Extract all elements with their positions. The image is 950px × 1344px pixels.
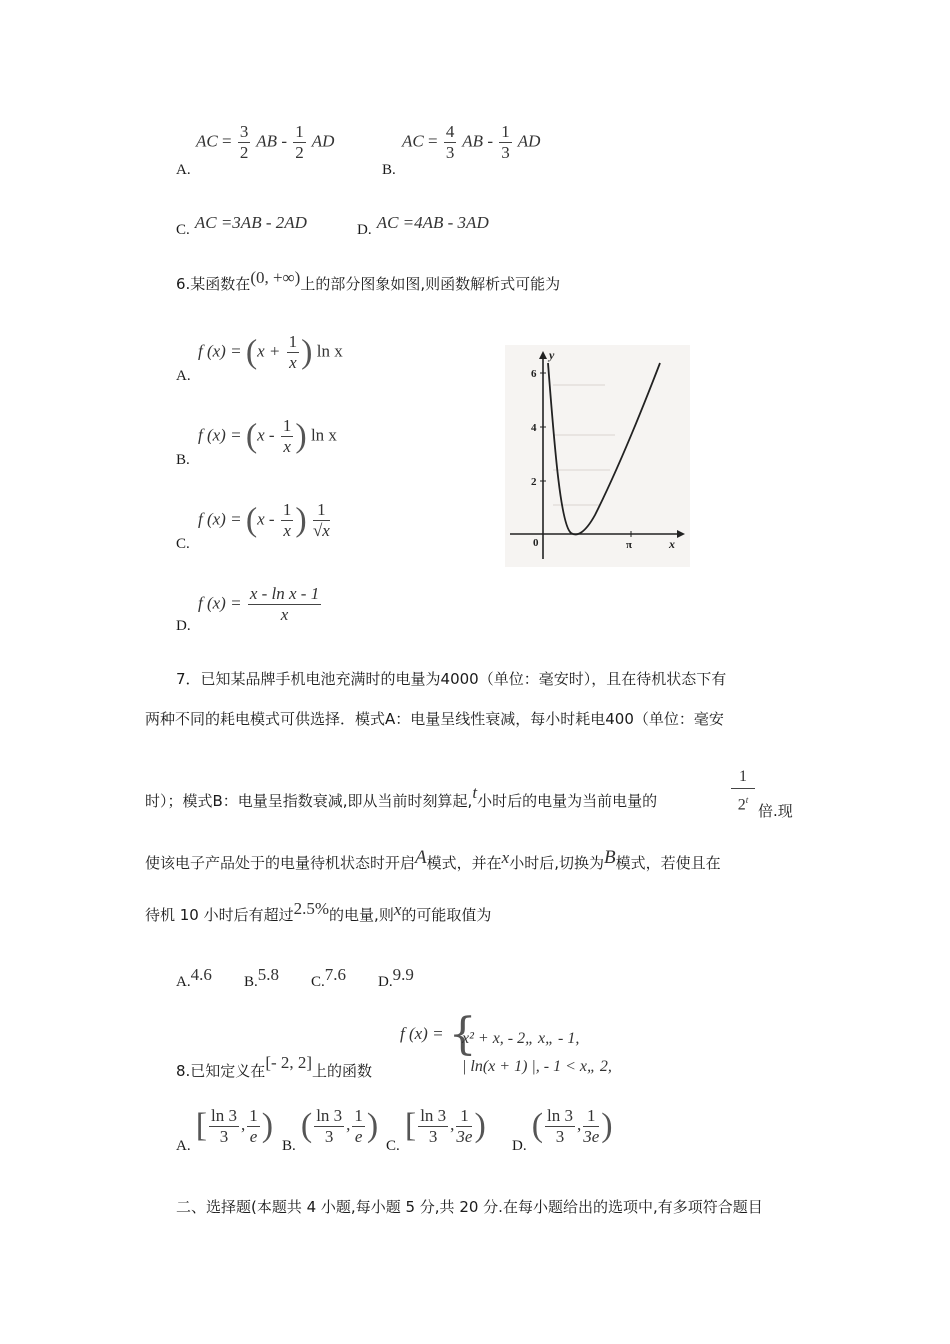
- fraction: $\frac{3}{2}$: [239, 122, 249, 162]
- fraction: $\frac{1}{x}$: [282, 416, 292, 456]
- q8-suffix: 上的函数: [312, 1062, 373, 1080]
- q8-option-c: [386, 1106, 486, 1155]
- q6-interval: (0, +∞): [250, 268, 301, 287]
- option-label: A.: [176, 974, 191, 990]
- option-label: A.: [176, 1138, 191, 1155]
- fraction: $\frac{\ln 3}{3}$: [420, 1106, 447, 1146]
- pi-label: π: [626, 539, 633, 551]
- q5-option-c: [176, 213, 307, 238]
- expr-tail: ln x: [310, 425, 337, 445]
- paren-close: ): [295, 417, 307, 455]
- q5-option-d: [357, 213, 489, 238]
- q5-d-expr: AC =4AB - 3AD: [376, 213, 489, 232]
- fraction: $\frac{1}{2}$: [295, 122, 304, 162]
- option-label: D.: [357, 222, 372, 238]
- q6-stem: [176, 268, 561, 294]
- q6-d-expr: [198, 584, 323, 625]
- q6-b-expr: [198, 416, 337, 457]
- var-x: x: [501, 848, 510, 867]
- fraction: $\frac{4}{3}$: [445, 122, 455, 162]
- option-label: D.: [512, 1138, 527, 1155]
- x-axis-label: x: [669, 537, 675, 551]
- q7-line4-c: 小时后,切换为: [509, 854, 604, 872]
- mode-b-symbol: B: [603, 847, 616, 868]
- section-2-heading: 二、选择题(本题共 4 小题,每小题 5 分,共 20 分.在每小题给出的选项中,有多项符合题目: [176, 1198, 763, 1216]
- option-label: A.: [176, 162, 191, 178]
- expr-lhs: f (x) =: [198, 341, 242, 361]
- q8-piecewise-function: [400, 1009, 612, 1075]
- option-value: 4.6: [190, 965, 212, 984]
- option-label: C.: [311, 974, 325, 990]
- q8-option-b: [282, 1106, 379, 1155]
- expr-eq: =: [427, 131, 438, 151]
- paren-close: ): [601, 1107, 613, 1145]
- fraction: $\frac{1}{3}$: [501, 122, 510, 162]
- bracket-open: [: [404, 1107, 417, 1145]
- paren-close: ): [366, 1107, 379, 1145]
- var-x: x: [393, 900, 402, 919]
- interval-expr: ( $\frac{\ln 3}{3}$ , $\frac{1}{3e}$ ): [531, 1106, 613, 1146]
- q7-option-a: [176, 965, 212, 990]
- q7-line5-c: 的可能取值为: [401, 906, 492, 924]
- expr-lhs: AC: [402, 131, 424, 151]
- fraction-numerator: 1: [731, 766, 755, 789]
- option-label: B.: [382, 162, 396, 178]
- y-axis-label: y: [549, 348, 555, 362]
- paren-open: (: [245, 501, 258, 539]
- q7-line5-a: 待机 10 小时后有超过: [145, 906, 294, 924]
- mode-a-symbol: A: [415, 847, 427, 868]
- fraction: $\frac{\text{x - ln x - 1}}{x}$: [249, 584, 320, 624]
- q7-line5-b: 的电量,则: [329, 906, 394, 924]
- fraction: $\frac{1}{x}$: [288, 332, 298, 372]
- percent-value: 2.5%: [293, 899, 330, 918]
- origin-label: 0: [533, 537, 539, 549]
- piecewise-cases: [462, 1025, 612, 1081]
- expr-var: AB: [462, 131, 484, 151]
- option-label: B.: [282, 1138, 296, 1155]
- var-t: t: [472, 783, 478, 802]
- q7-line3-a: 时）；模式B：电量呈指数衰减,即从当前时刻算起,: [145, 792, 473, 810]
- expr-var: AB: [256, 131, 278, 151]
- case-1: x² + x, - 2„ x„ - 1,: [462, 1030, 580, 1047]
- option-value: 9.9: [392, 965, 414, 984]
- option-label: B.: [244, 974, 258, 990]
- q6-suffix: 上的部分图象如图,则函数解析式可能为: [300, 275, 561, 293]
- q7-option-c: [311, 965, 347, 990]
- q7-line-1: 7．已知某品牌手机电池充满时的电量为4000（单位：毫安时），且在待机状态下有: [176, 670, 727, 688]
- y-tick-label-4: 4: [531, 422, 537, 434]
- expr-var: AD: [517, 131, 541, 151]
- q5-a-expr: [196, 122, 334, 163]
- fraction: $\frac{\ln 3}{3}$: [316, 1106, 343, 1146]
- paren-close: ): [301, 333, 313, 371]
- fraction: $\frac{1}{e}$: [249, 1106, 258, 1146]
- expr-eq: =: [221, 131, 232, 151]
- option-label: C.: [386, 1138, 400, 1155]
- interval-expr: [ $\frac{\ln 3}{3}$ , $\frac{1}{3e}$ ): [404, 1106, 486, 1146]
- expr-inner: x +: [257, 341, 285, 361]
- q7-decay-fraction: [731, 766, 755, 816]
- piecewise-lhs: f (x) =: [400, 1024, 444, 1043]
- fraction: $\frac{1}{3e}$: [583, 1106, 600, 1146]
- option-value: 5.8: [257, 965, 280, 984]
- option-label: D.: [378, 974, 393, 990]
- bracket-open: [: [195, 1107, 208, 1145]
- q7-line4-b: 模式，并在: [426, 854, 502, 872]
- q8-interval: [- 2, 2]: [265, 1053, 313, 1072]
- expr-inner: x -: [257, 425, 279, 445]
- q7-line-5: [145, 899, 492, 925]
- option-value: 7.6: [324, 965, 347, 984]
- interval-expr: ( $\frac{\ln 3}{3}$ , $\frac{1}{e}$ ): [300, 1106, 379, 1146]
- q5-b-expr: [402, 122, 540, 163]
- fraction: $\frac{\ln 3}{3}$: [211, 1106, 237, 1146]
- q6-a-expr: [198, 332, 343, 373]
- q7-line3-c: 倍.现: [758, 802, 793, 820]
- paren-close: ): [295, 501, 307, 539]
- option-label: D.: [176, 618, 191, 634]
- interval-expr: [ $\frac{\ln 3}{3}$ , $\frac{1}{e}$ ): [195, 1106, 274, 1146]
- expr-lhs: f (x) =: [198, 593, 242, 613]
- y-tick-label-6: 6: [531, 368, 537, 380]
- q6-prefix: 6.某函数在: [176, 275, 251, 293]
- expr-var: AD: [311, 131, 335, 151]
- piecewise-brace: {: [448, 1009, 477, 1060]
- q7-line-2: 两种不同的耗电模式可供选择．模式A：电量呈线性衰减，每小时耗电400（单位：毫安: [145, 710, 724, 728]
- case-2: | ln(x + 1) |, - 1 < x„ 2,: [462, 1058, 612, 1075]
- q6-function-graph: [505, 345, 690, 567]
- expr-inner: x -: [257, 509, 279, 529]
- paren-open: (: [245, 333, 258, 371]
- q7-option-b: [244, 965, 280, 990]
- q7-line4-a: 使该电子产品处于的电量待机状态时开启: [145, 854, 416, 872]
- q7-line-4: [145, 847, 721, 874]
- fraction: $\frac{1}{e}$: [354, 1106, 363, 1146]
- fraction: $\frac{1}{x}$: [282, 500, 292, 540]
- q8-stem: [176, 1053, 373, 1081]
- q8-prefix: 8.已知定义在: [176, 1062, 266, 1080]
- q8-option-a: [176, 1106, 274, 1155]
- q6-c-expr: [198, 500, 332, 541]
- paren-open: (: [531, 1107, 544, 1145]
- expr-lhs: f (x) =: [198, 425, 242, 445]
- expr-op: -: [487, 131, 493, 151]
- expr-op: -: [281, 131, 287, 151]
- paren-open: (: [300, 1107, 313, 1145]
- expr-tail: ln x: [316, 341, 343, 361]
- expr-lhs: AC: [196, 131, 218, 151]
- paren-close: ): [474, 1107, 486, 1145]
- fraction: $\frac{\ln 3}{3}$: [547, 1106, 573, 1146]
- q7-line3-b: 小时后的电量为当前电量的: [477, 792, 658, 810]
- option-label: C.: [176, 536, 190, 552]
- fraction: $\frac{1}{√x}$: [312, 500, 330, 540]
- q7-option-d: [378, 965, 414, 990]
- option-label: A.: [176, 368, 191, 384]
- q7-line-3: [145, 783, 658, 811]
- option-label: C.: [176, 222, 190, 238]
- fraction: $\frac{1}{3e}$: [456, 1106, 473, 1146]
- q7-line4-d: 模式，若使且在: [615, 854, 721, 872]
- expr-lhs: f (x) =: [198, 509, 242, 529]
- option-label: B.: [176, 452, 190, 468]
- y-tick-label-2: 2: [531, 476, 537, 488]
- fraction-denominator: 2$^t$: [737, 795, 749, 814]
- q8-option-d: [512, 1106, 613, 1155]
- paren-open: (: [245, 417, 258, 455]
- paren-close: ): [261, 1107, 274, 1145]
- q5-c-expr: AC =3AB - 2AD: [194, 213, 307, 232]
